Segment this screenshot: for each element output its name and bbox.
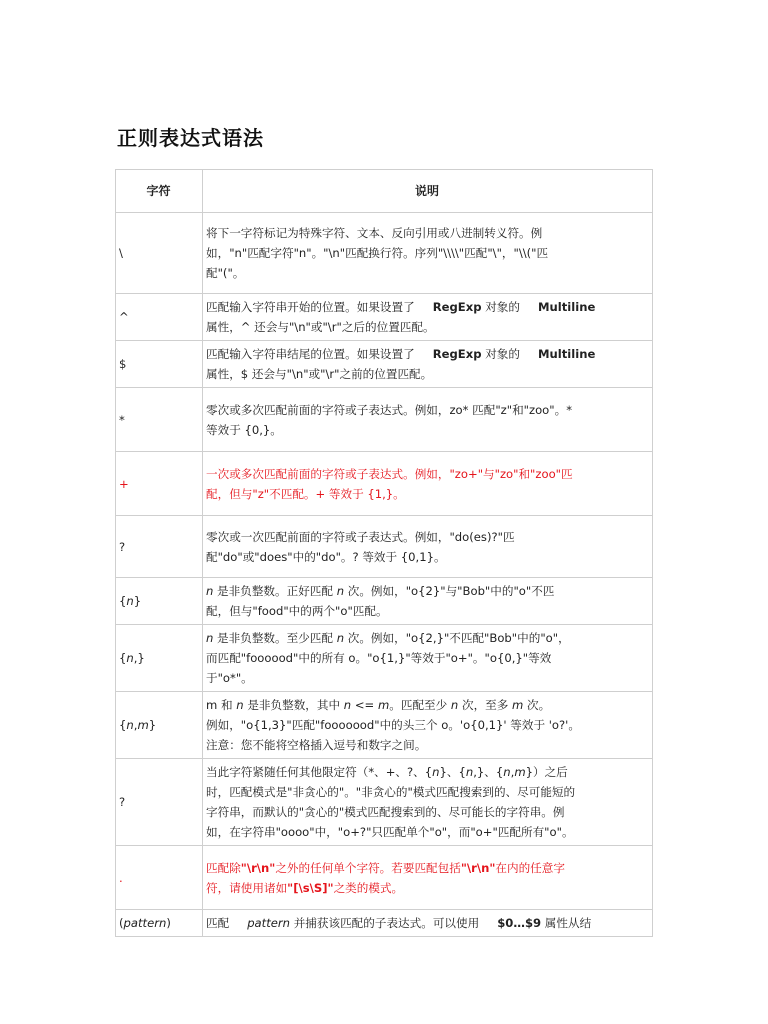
row-symbol: {n,} xyxy=(116,625,203,692)
row-description: 匹配除"\r\n"之外的任何单个字符。若要匹配包括"\r\n"在内的任意字 符，请使用诸如"[\s\S]"之类的模式。 xyxy=(203,846,653,910)
row-description: n 是非负整数。至少匹配 n 次。例如，"o{2,}"不匹配"Bob"中的"o"， 而匹配"foooood"中的所有 o。"o{1,}"等效于"o+"。"o{0,}"等效 于"o*"。 xyxy=(203,625,653,692)
table-row xyxy=(116,388,653,452)
row-description: 一次或多次匹配前面的字符或子表达式。例如，"zo+"与"zo"和"zoo"匹 配，但与"z"不匹配。+ 等效于 {1,}。 xyxy=(203,452,653,516)
table-row xyxy=(116,692,653,759)
table-header-row xyxy=(116,170,653,213)
row-symbol: * xyxy=(116,388,203,452)
row-description: 将下一字符标记为特殊字符、文本、反向引用或八进制转义符。例 如，"n"匹配字符"n"。"\n"匹配换行符。序列"\\\\"匹配"\"，"\\("匹 配"("。 xyxy=(203,213,653,294)
row-symbol: ? xyxy=(116,759,203,846)
row-symbol: \ xyxy=(116,213,203,294)
row-description: 匹配 pattern 并捕获该匹配的子表达式。可以使用 $0…$9 属性从结 xyxy=(203,910,653,937)
header-desc: 说明 xyxy=(203,170,653,213)
row-description: 零次或多次匹配前面的字符或子表达式。例如，zo* 匹配"z"和"zoo"。* 等效于 {0,}。 xyxy=(203,388,653,452)
row-symbol: {n} xyxy=(116,578,203,625)
table-row xyxy=(116,759,653,846)
table-row xyxy=(116,625,653,692)
page-title: 正则表达式语法 xyxy=(117,126,264,150)
table-row xyxy=(116,294,653,341)
row-symbol: ^ xyxy=(116,294,203,341)
table-row xyxy=(116,846,653,910)
table-row xyxy=(116,910,653,937)
row-symbol: {n,m} xyxy=(116,692,203,759)
row-description: 匹配输入字符串结尾的位置。如果设置了 RegExp 对象的 Multiline 属性，$ 还会与"\n"或"\r"之前的位置匹配。 xyxy=(203,341,653,388)
table-row xyxy=(116,516,653,578)
table-row xyxy=(116,578,653,625)
regex-syntax-table xyxy=(115,169,653,937)
table-row xyxy=(116,452,653,516)
row-symbol: $ xyxy=(116,341,203,388)
row-symbol: (pattern) xyxy=(116,910,203,937)
row-symbol: . xyxy=(116,846,203,910)
header-char: 字符 xyxy=(116,170,203,213)
row-description: 零次或一次匹配前面的字符或子表达式。例如，"do(es)?"匹 配"do"或"does"中的"do"。? 等效于 {0,1}。 xyxy=(203,516,653,578)
row-symbol: ? xyxy=(116,516,203,578)
row-description: m 和 n 是非负整数，其中 n <= m。匹配至少 n 次，至多 m 次。 例如，"o{1,3}"匹配"fooooood"中的头三个 o。'o{0,1}' 等效于 'o?'。 注意：您不能将空格插入逗号和数字之间。 xyxy=(203,692,653,759)
row-symbol: + xyxy=(116,452,203,516)
table-row xyxy=(116,213,653,294)
row-description: n 是非负整数。正好匹配 n 次。例如，"o{2}"与"Bob"中的"o"不匹 配，但与"food"中的两个"o"匹配。 xyxy=(203,578,653,625)
row-description: 匹配输入字符串开始的位置。如果设置了 RegExp 对象的 Multiline 属性，^ 还会与"\n"或"\r"之后的位置匹配。 xyxy=(203,294,653,341)
table-row xyxy=(116,341,653,388)
row-description: 当此字符紧随任何其他限定符（*、+、?、{n}、{n,}、{n,m}）之后 时，匹配模式是"非贪心的"。"非贪心的"模式匹配搜索到的、尽可能短的 字符串，而默认的"贪心的"模式匹配搜索到的、尽可能长的字符串。例 如，在字符串"oooo"中，"o+?"只匹配单个"o"，而"o+"匹配所有"o"。 xyxy=(203,759,653,846)
